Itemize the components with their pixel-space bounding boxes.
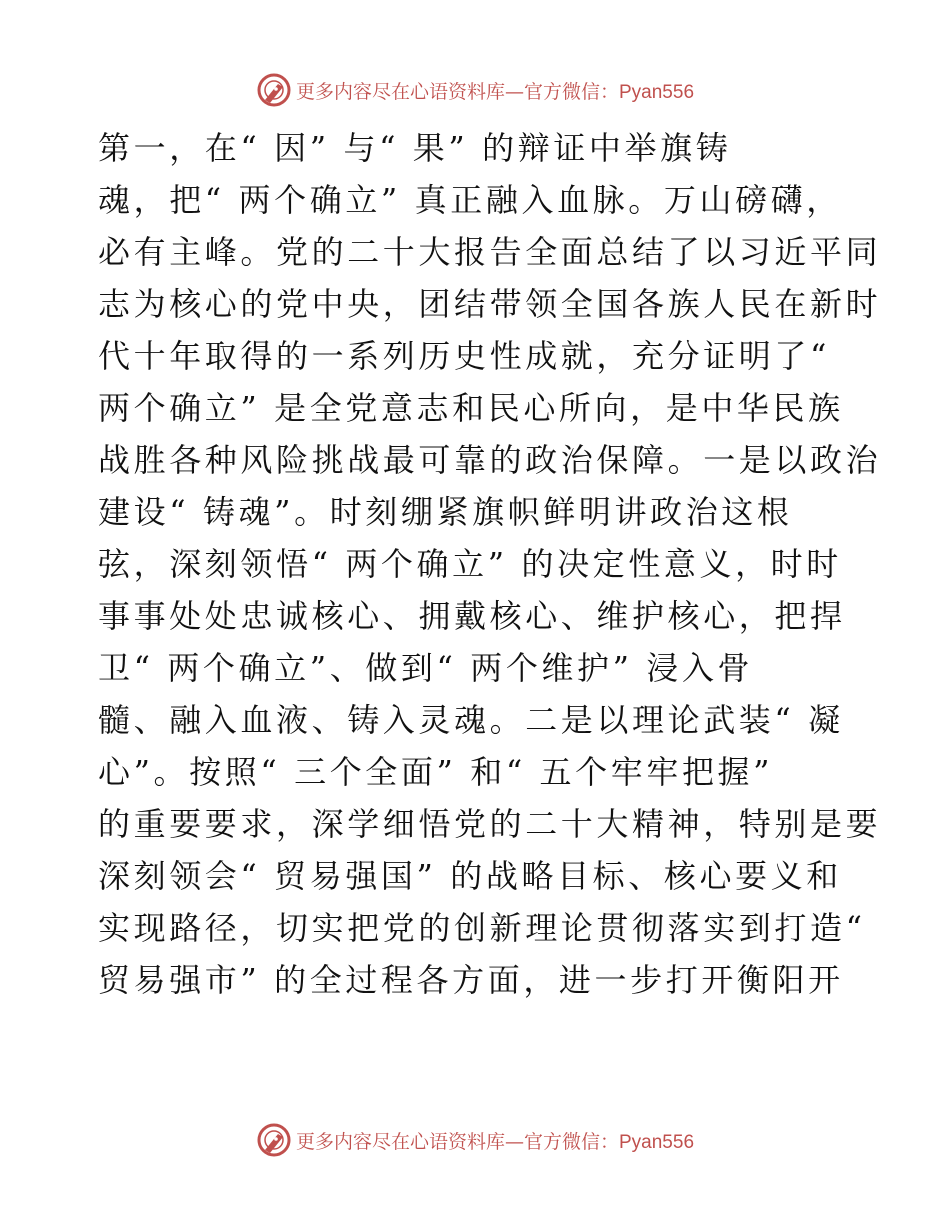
- watermark-text: 更多内容尽在心语资料库—官方微信：Pyan556: [295, 80, 695, 103]
- text-line: 贸易强市” 的全过程各方面，进一步打开衡阳开: [98, 961, 844, 999]
- text-line: 第一，在“ 因” 与“ 果” 的辩证中举旗铸: [98, 129, 732, 167]
- text-line: 卫“ 两个确立”、做到“ 两个维护” 浸入骨: [98, 649, 754, 687]
- text-line: 代十年取得的一系列历史性成就，充分证明了“: [98, 337, 830, 375]
- text-line: 弦，深刻领悟“ 两个确立” 的决定性意义，时时: [98, 545, 842, 583]
- text-line: 深刻领会“ 贸易强国” 的战略目标、核心要义和: [98, 857, 842, 895]
- pen-nib-logo-icon: [256, 1122, 292, 1158]
- header-watermark: [0, 70, 950, 110]
- footer-watermark: [0, 1120, 950, 1160]
- text-line: 两个确立” 是全党意志和民心所向，是中华民族: [98, 389, 844, 427]
- pen-nib-logo-icon: [256, 72, 292, 108]
- text-line: 髓、融入血液、铸入灵魂。二是以理论武装“ 凝: [98, 701, 844, 739]
- text-line: 志为核心的党中央，团结带领全国各族人民在新时: [98, 285, 882, 323]
- document-body: [98, 122, 882, 1006]
- text-line: 实现路径，切实把党的创新理论贯彻落实到打造“: [98, 909, 866, 947]
- watermark-wechat-id: Pyan556: [619, 81, 695, 103]
- text-line: 建设“ 铸魂”。时刻绷紧旗帜鲜明讲政治这根: [98, 493, 793, 531]
- text-line: 必有主峰。党的二十大报告全面总结了以习近平同: [98, 233, 882, 271]
- watermark-text: 更多内容尽在心语资料库—官方微信：Pyan556: [295, 1130, 695, 1153]
- text-line: 的重要要求，深学细悟党的二十大精神，特别是要: [98, 805, 882, 843]
- text-line: 事事处处忠诚核心、拥戴核心、维护核心，把捍: [98, 597, 846, 635]
- text-line: 心”。按照“ 三个全面” 和“ 五个牢牢把握”: [98, 753, 774, 791]
- text-line: 战胜各种风险挑战最可靠的政治保障。一是以政治: [98, 441, 882, 479]
- watermark-wechat-id: Pyan556: [619, 1131, 695, 1153]
- text-line: 魂，把“ 两个确立” 真正融入血脉。万山磅礴，: [98, 181, 842, 219]
